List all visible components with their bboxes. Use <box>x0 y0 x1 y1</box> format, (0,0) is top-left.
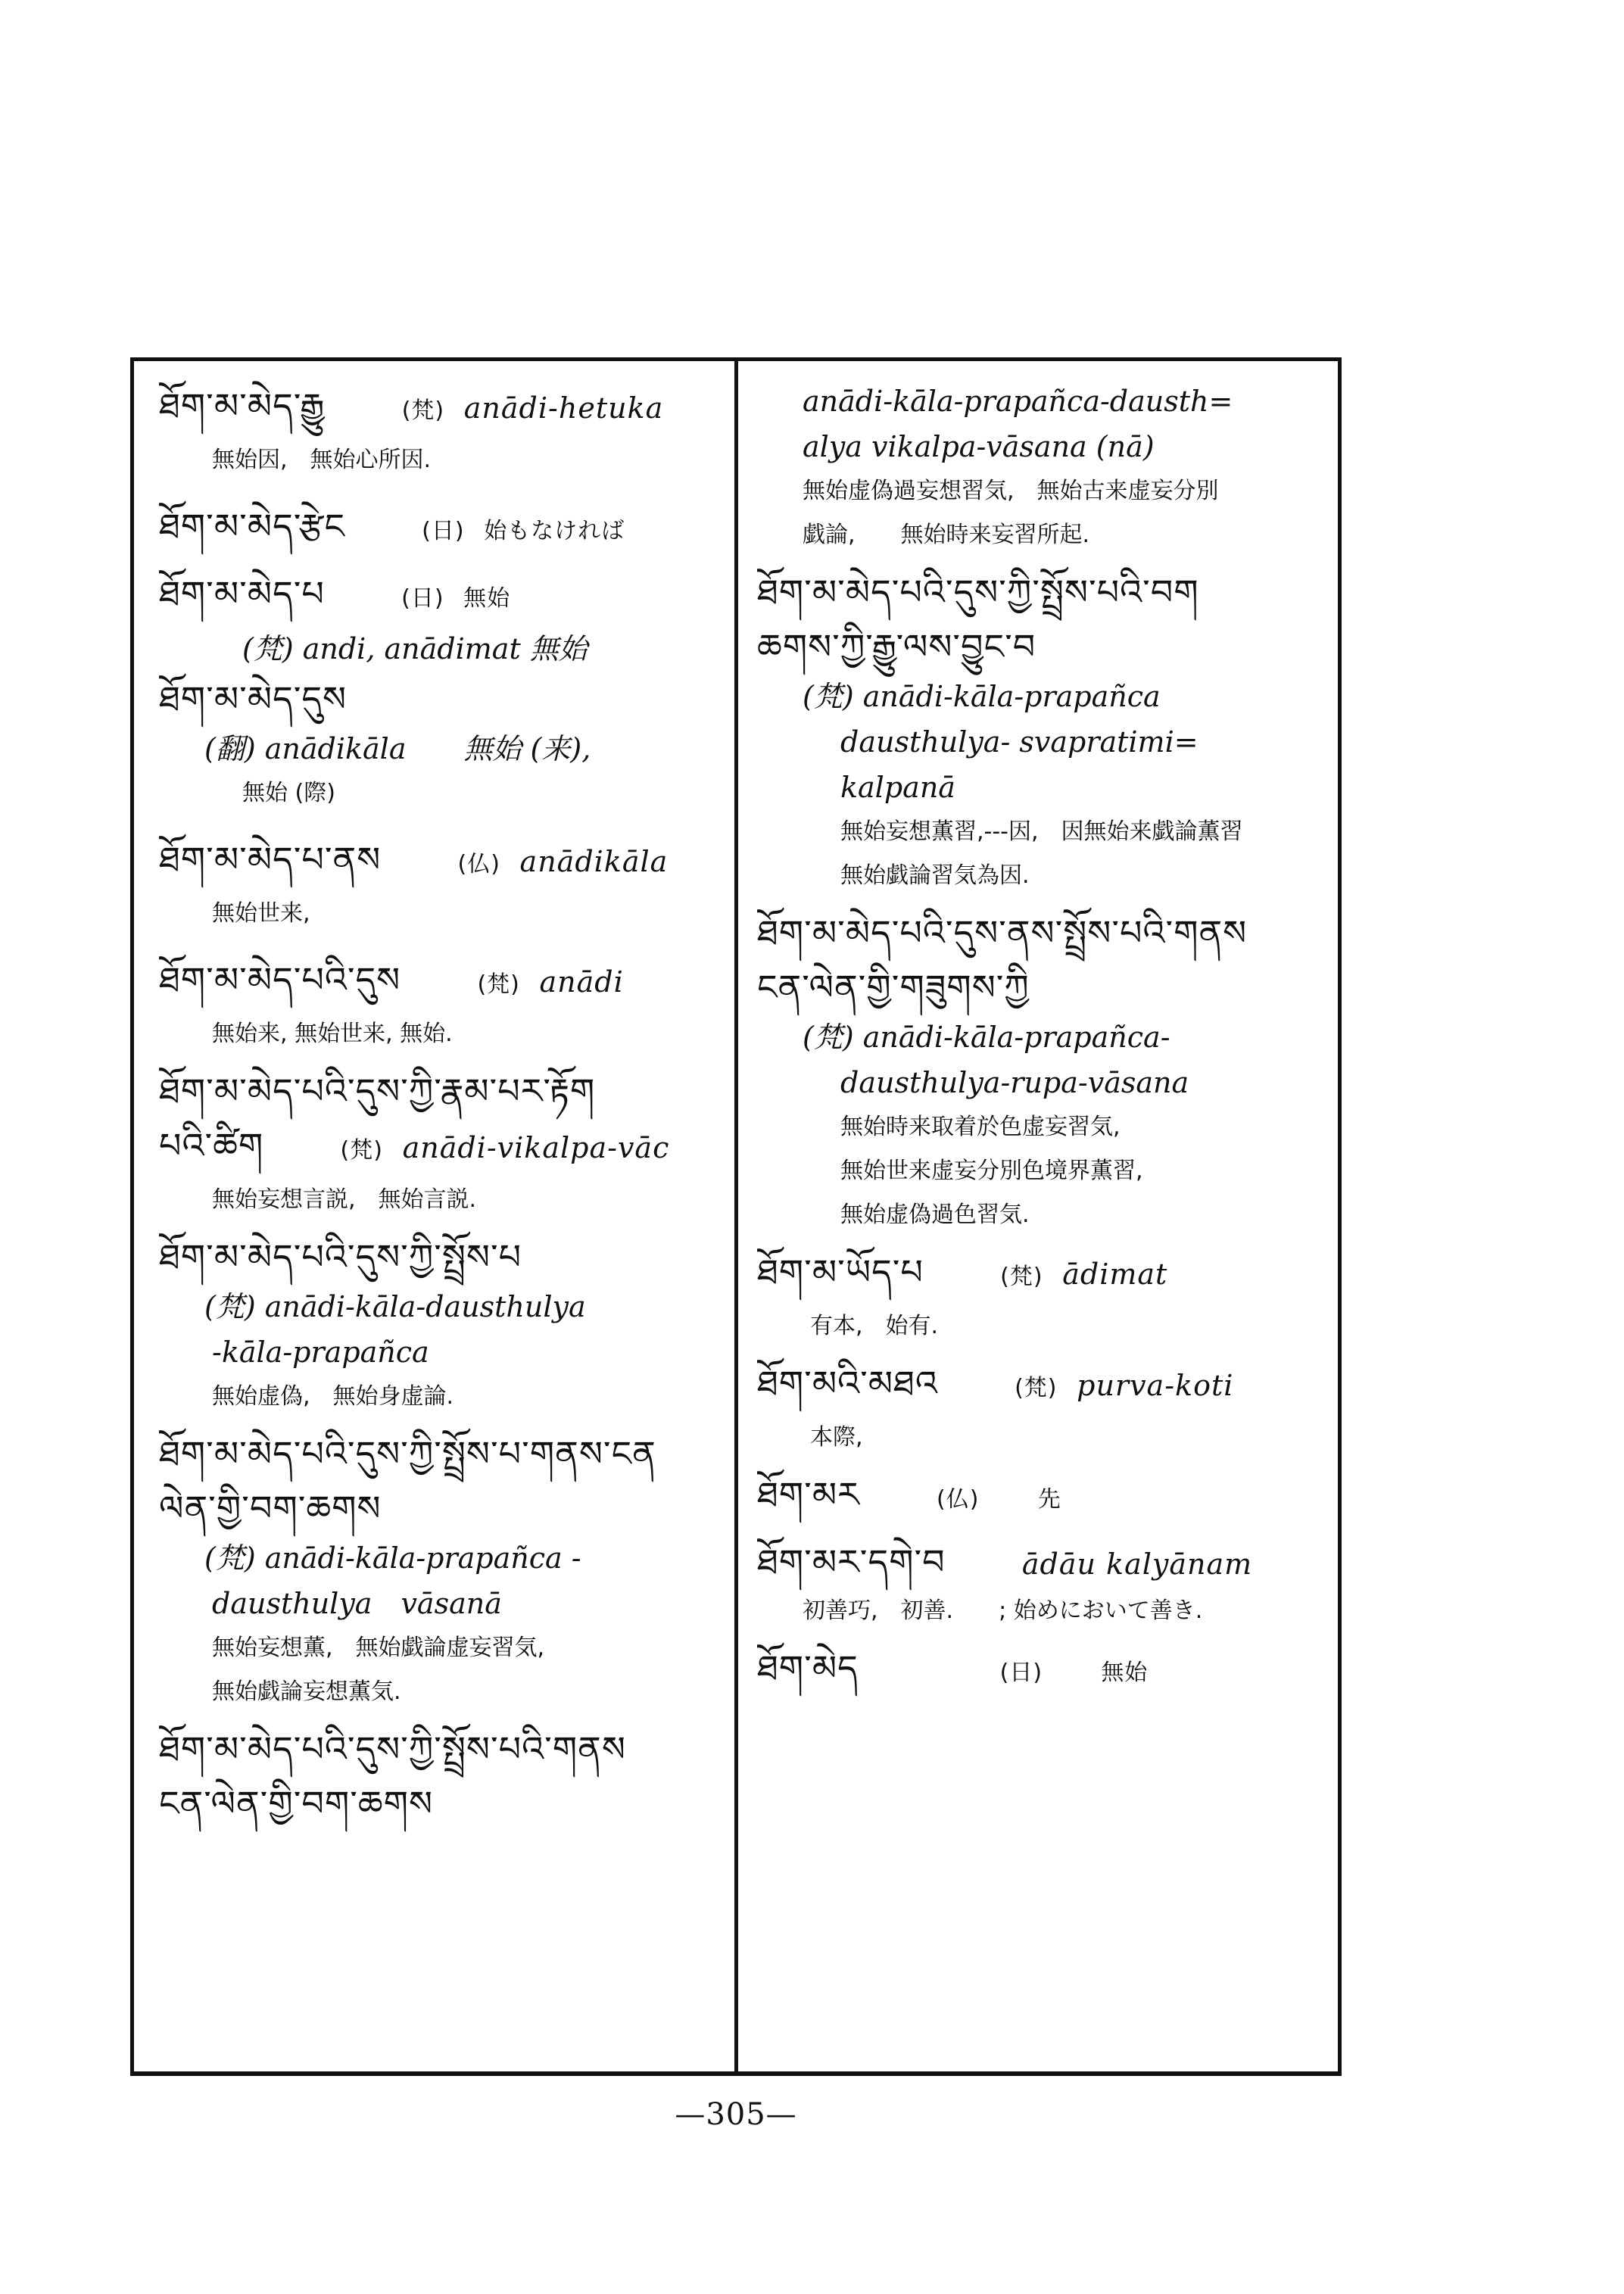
tibetan-headword: ཐོག་མ་མེད་པའི་དུས་ཀྱི་རྣམ་པར་རྟོག <box>159 1071 596 1111</box>
japanese-gloss: 無始時来取着於色虚妄習気, <box>840 1114 1121 1140</box>
sanskrit-term: ādāu kalyānam <box>1021 1548 1253 1581</box>
dictionary-entry <box>159 566 727 672</box>
dictionary-entry <box>159 1426 727 1714</box>
tibetan-headword-continued: ཆགས་ཀྱི་རྒྱུ་ལས་བྱུང་བ <box>757 626 1036 667</box>
japanese-gloss: 先 <box>1037 1486 1061 1513</box>
source-tag: (梵) <box>477 971 520 998</box>
dictionary-entry <box>159 952 727 1056</box>
column-divider <box>734 357 738 2076</box>
dictionary-entry <box>757 905 1336 1237</box>
japanese-gloss: 無始妄想言説, 無始言説. <box>212 1186 477 1213</box>
source-tag: (日) <box>401 585 444 612</box>
source-tag: (日) <box>422 518 465 544</box>
sanskrit-term: (梵) andi, anādimat 無始 <box>242 632 588 665</box>
source-tag: (仏) <box>937 1486 980 1513</box>
source-tag: (仏) <box>457 851 500 877</box>
source-tag: (梵) <box>1000 1264 1043 1290</box>
japanese-gloss: 無始虚偽過色習気. <box>840 1202 1030 1228</box>
page-number: —305— <box>675 2097 797 2132</box>
japanese-gloss: 始もなければ <box>484 518 625 544</box>
japanese-gloss: 無始妄想薫, 無始戯論虚妄習気, <box>212 1635 545 1661</box>
tibetan-headword-continued: ངན་ལེན་གྱི་བག་ཆགས <box>159 1783 434 1824</box>
japanese-gloss: 無始因, 無始心所因. <box>212 447 432 473</box>
sanskrit-term: anādi <box>539 965 624 999</box>
tibetan-headword-continued: ངན་ལེན་གྱི་གཟུགས་ཀྱི <box>757 967 1030 1008</box>
japanese-gloss: 無始虚偽, 無始身虚論. <box>212 1383 454 1410</box>
right-column <box>757 379 1336 2067</box>
japanese-gloss: 初善巧, 初善. ; 始めにおいて善き. <box>803 1597 1203 1624</box>
japanese-gloss: 無始 <box>463 585 511 612</box>
sanskrit-term: anādi-hetuka <box>463 391 664 425</box>
tibetan-headword: ཐོག་མར་དགེ་བ <box>757 1541 946 1582</box>
dictionary-entry <box>159 832 727 936</box>
sanskrit-term: (梵) anādi-kāla-prapañca - <box>204 1541 581 1575</box>
dictionary-entry <box>159 379 727 482</box>
tibetan-headword: ཐོག་མ་མེད་རྩེང <box>159 506 345 547</box>
sanskrit-term: ādimat <box>1062 1258 1168 1291</box>
source-tag: (梵) <box>1015 1375 1058 1401</box>
dictionary-entry <box>159 1230 727 1419</box>
japanese-gloss: 無始戯論妄想薫気. <box>212 1678 401 1705</box>
sanskrit-term: purva-koti <box>1077 1369 1234 1402</box>
dictionary-entry <box>757 1245 1336 1348</box>
tibetan-headword-continued: པའི་ཚིག <box>159 1125 264 1166</box>
dictionary-entry <box>757 565 1336 898</box>
source-tag: (梵) <box>340 1137 383 1164</box>
sanskrit-term: -kāla-prapañca <box>212 1336 429 1369</box>
sanskrit-term: dausthulya vāsanā <box>212 1587 502 1620</box>
tibetan-headword: ཐོག་མ་མེད་པའི་དུས <box>159 959 401 1000</box>
sanskrit-term: (梵) anādi-kāla-prapañca <box>803 680 1161 713</box>
dictionary-entry <box>757 1641 1336 1700</box>
tibetan-headword: ཐོག་མ་མེད་རྒྱུ <box>159 385 326 426</box>
dictionary-entry <box>757 1356 1336 1460</box>
tibetan-headword: ཐོག་མ་མེད་པའི་དུས་ནས་སྤྲོས་པའི་གནས <box>757 912 1248 953</box>
japanese-gloss: 無始妄想薫習,---因, 因無始来戯論薫習 <box>840 818 1243 845</box>
tibetan-headword: ཐོག་མའི་མཐའ <box>757 1363 938 1404</box>
dictionary-entry <box>159 672 727 815</box>
japanese-gloss: 有本, 始有. <box>810 1313 939 1339</box>
source-tag: (日) <box>999 1660 1043 1686</box>
tibetan-headword-continued: ལེན་གྱི་བག་ཆགས <box>159 1488 382 1529</box>
sanskrit-term: anādi-vikalpa-vāc <box>402 1131 670 1164</box>
tibetan-headword: ཐོག་མ་མེད་པའི་དུས་ཀྱི་སྤྲོས་པའི་གནས <box>159 1728 626 1769</box>
sanskrit-term: anādi-kāla-prapañca-dausth= <box>803 385 1233 418</box>
sanskrit-term: (梵) anādi-kāla-dausthulya <box>204 1290 586 1323</box>
tibetan-headword: ཐོག་མ་མེད་པ་ནས <box>159 839 382 880</box>
japanese-gloss: 無始戯論習気為因. <box>840 862 1030 889</box>
japanese-gloss: 無始 <box>1101 1660 1149 1686</box>
japanese-gloss: 無始世来, <box>212 900 310 927</box>
tibetan-headword: ཐོག་མ་མེད་དུས <box>159 678 348 719</box>
tibetan-headword: ཐོག་མ་མེད་པའི་དུས་ཀྱི་སྤྲོས་པའི་བག <box>757 572 1199 612</box>
japanese-gloss: 戯論, 無始時来妄習所起. <box>803 522 1090 548</box>
japanese-gloss: 無始 (際) <box>242 780 335 806</box>
tibetan-headword: ཐོག་མ་མེད་པ <box>159 573 325 614</box>
tibetan-headword: ཐོག་མ་མེད་པའི་དུས་ཀྱི་སྤྲོས་པ <box>159 1236 522 1277</box>
sanskrit-term: (梵) anādi-kāla-prapañca- <box>803 1021 1170 1054</box>
dictionary-entry <box>757 1535 1336 1633</box>
sanskrit-term: anādikāla <box>519 845 669 878</box>
dictionary-entry <box>757 1467 1336 1527</box>
japanese-gloss: 本際, <box>810 1424 863 1451</box>
left-column <box>159 379 727 2067</box>
dictionary-entry <box>159 1064 727 1222</box>
japanese-gloss: 無始来, 無始世来, 無始. <box>212 1021 453 1047</box>
dictionary-entry <box>757 379 1336 557</box>
sanskrit-term: dausthulya-rupa-vāsana <box>840 1066 1189 1099</box>
source-tag: (梵) <box>401 397 445 424</box>
tibetan-headword: ཐོག་མ་ཡོད་པ <box>757 1251 924 1292</box>
japanese-gloss: 無始世来虚妄分別色境界薫習, <box>840 1158 1143 1184</box>
tibetan-headword: ཐོག་མར <box>757 1474 860 1515</box>
sanskrit-term: dausthulya- svapratimi= <box>840 725 1199 759</box>
dictionary-entry <box>159 499 727 559</box>
sanskrit-term: (翻) anādikāla 無始 (来), <box>204 732 591 765</box>
japanese-gloss: 無始虚偽過妄想習気, 無始古来虚妄分別 <box>803 478 1219 504</box>
sanskrit-term: alya vikalpa-vāsana (nā) <box>803 430 1155 463</box>
dictionary-entry <box>159 1722 727 1831</box>
sanskrit-term: kalpanā <box>840 771 955 804</box>
tibetan-headword: ཐོག་མ་མེད་པའི་དུས་ཀྱི་སྤྲོས་པ་གནས་ངན <box>159 1433 656 1474</box>
tibetan-headword: ཐོག་མེད <box>757 1647 859 1688</box>
